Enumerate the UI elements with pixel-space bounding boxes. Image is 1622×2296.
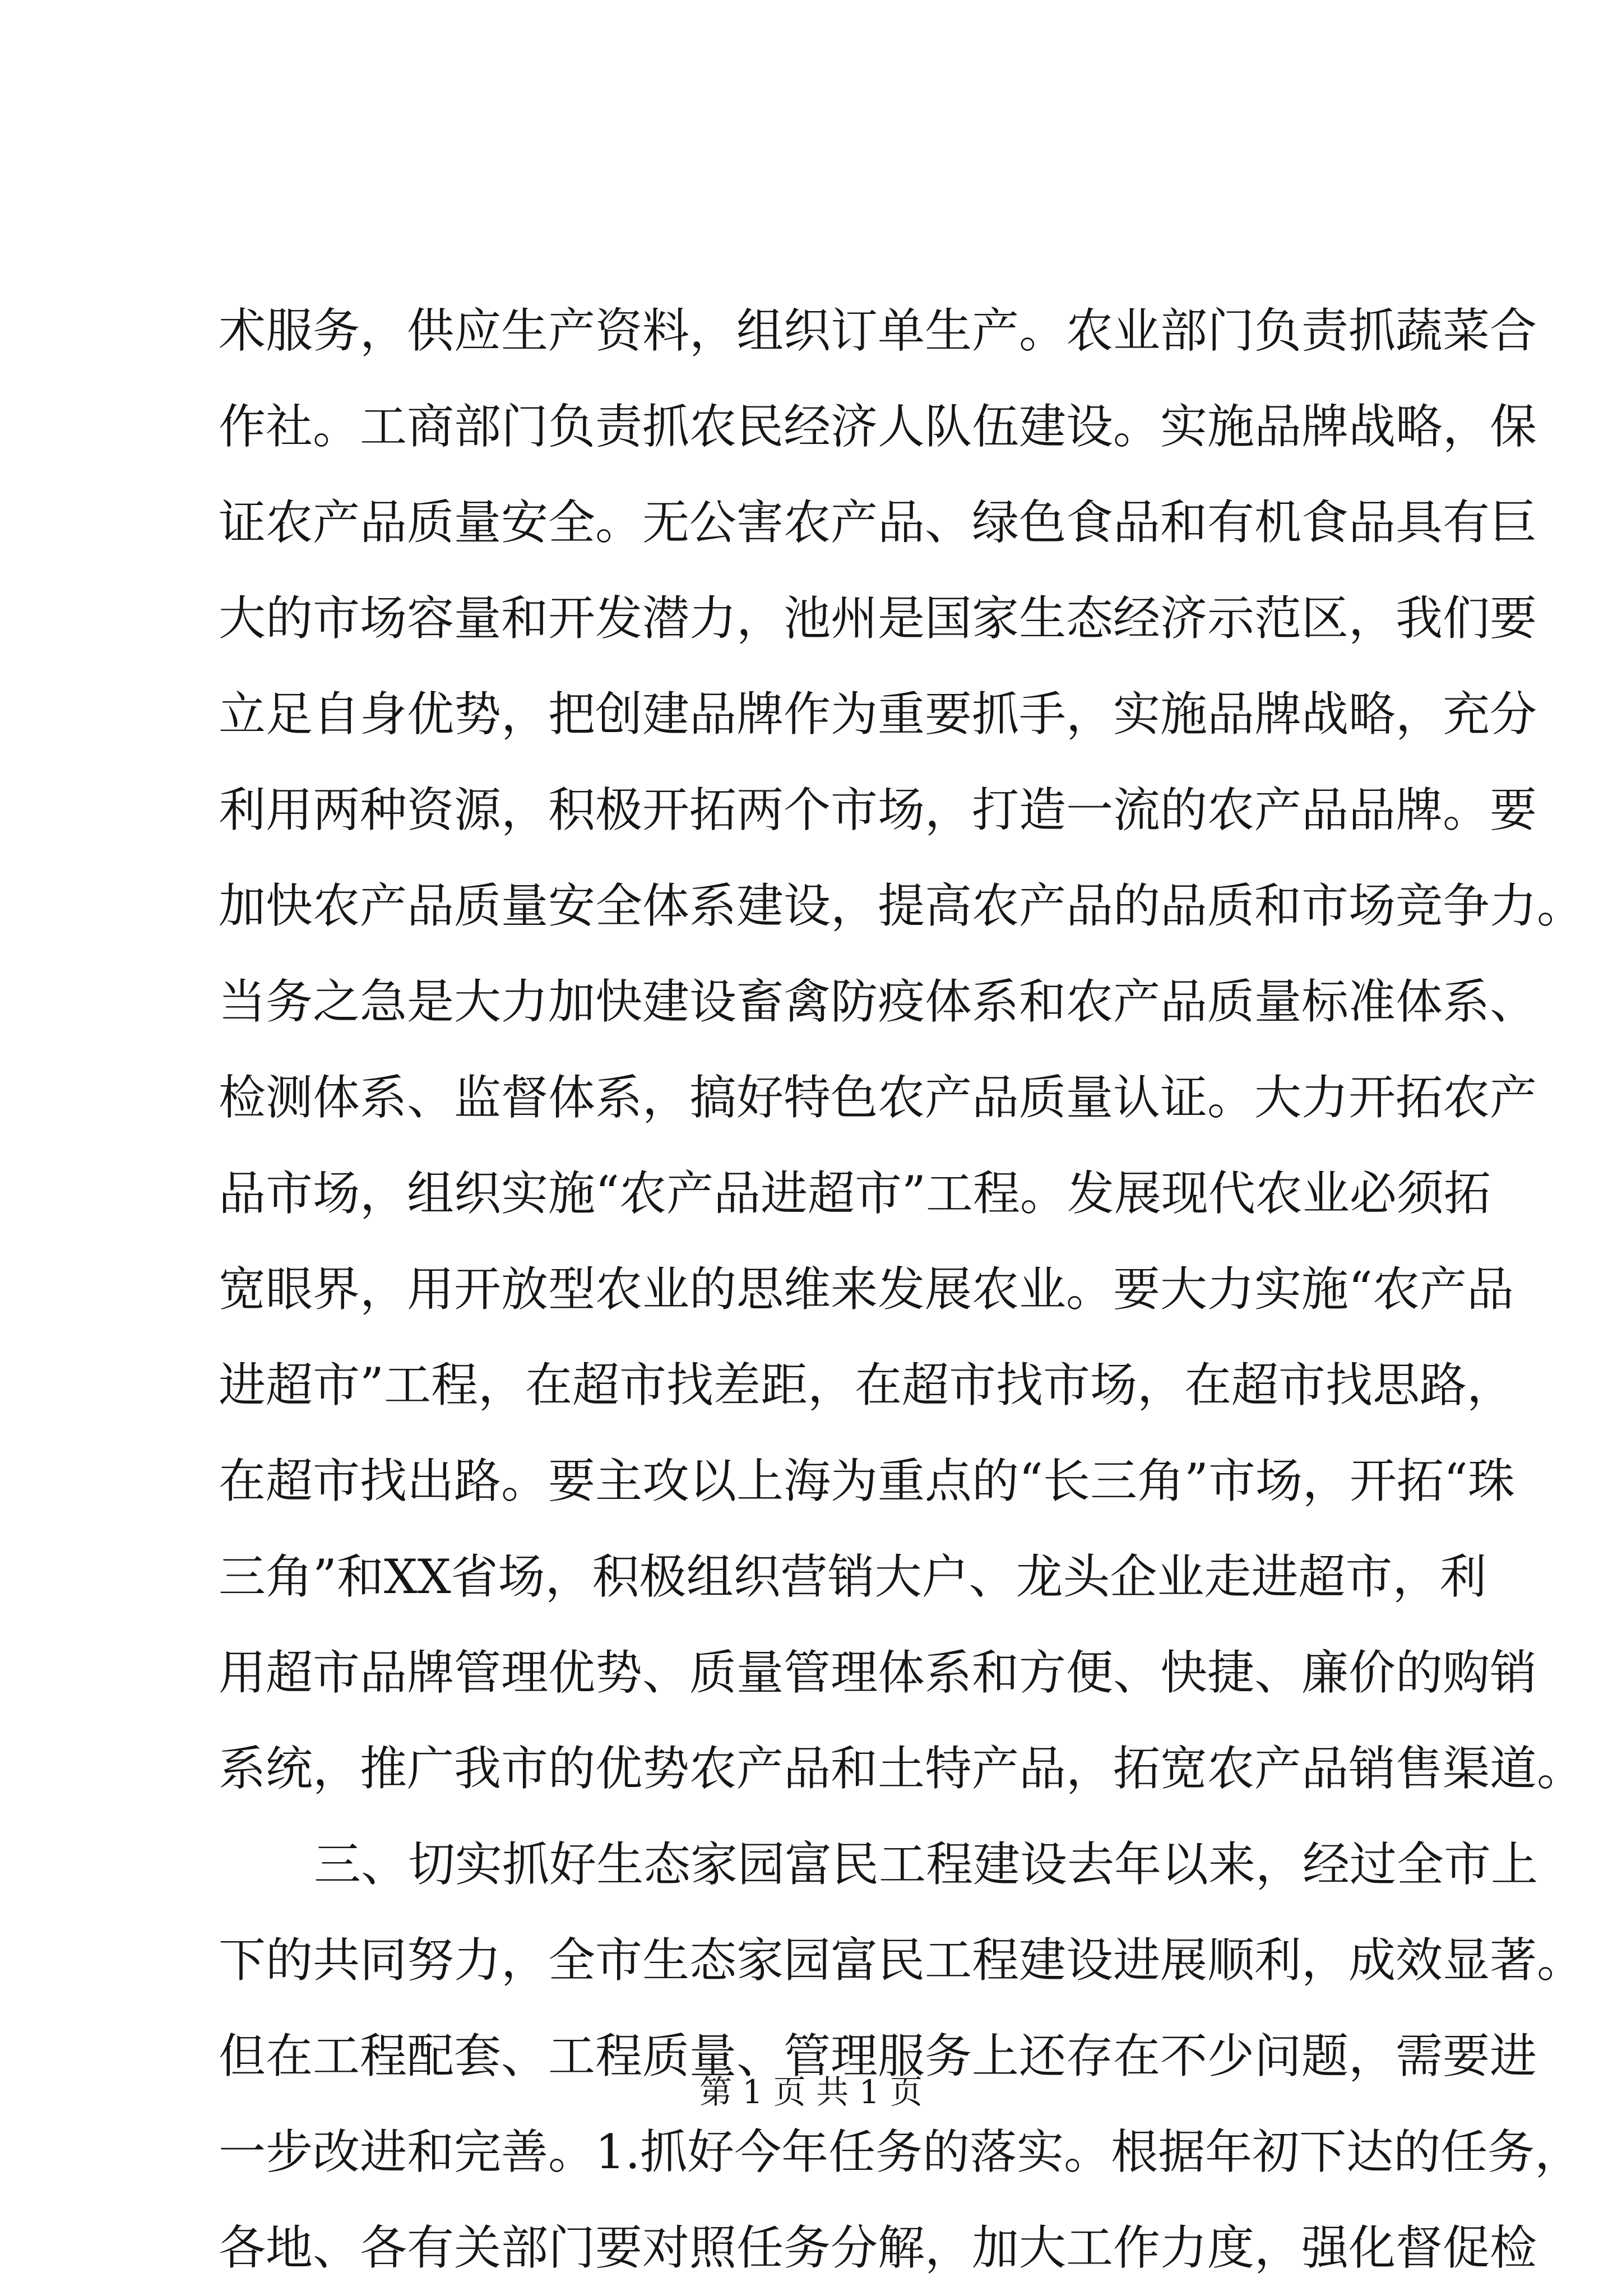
text-line: 检测体系、监督体系，搞好特色农产品质量认证。大力开拓农产 bbox=[219, 1070, 1537, 1125]
page-number-label: 第 1 页 共 1 页 bbox=[699, 2073, 923, 2111]
text-line: 利用两种资源，积极开拓两个市场，打造一流的农产品品牌。要 bbox=[219, 783, 1537, 837]
text-line: 下的共同努力，全市生态家园富民工程建设进展顺利，成效显著。 bbox=[219, 1933, 1584, 1988]
text-line: 一步改进和完善。1.抓好今年任务的落实。根据年初下达的任务， bbox=[219, 2124, 1582, 2179]
text-line: 作社。工商部门负责抓农民经济人队伍建设。实施品牌战略，保 bbox=[219, 399, 1537, 454]
text-line: 但在工程配套、工程质量、管理服务上还存在不少问题，需要进 bbox=[219, 2029, 1537, 2084]
text-line: 术服务，供应生产资料，组织订单生产。农业部门负责抓蔬菜合 bbox=[219, 303, 1537, 358]
text-line: 三角”和XX省场，积极组织营销大户、龙头企业走进超市，利 bbox=[219, 1549, 1487, 1604]
text-line: 进超市”工程，在超市找差距，在超市找市场，在超市找思路， bbox=[219, 1358, 1514, 1413]
text-line: 三、切实抓好生态家园富民工程建设去年以来，经过全市上 bbox=[314, 1837, 1538, 1892]
text-line: 大的市场容量和开发潜力，池州是国家生态经济示范区，我们要 bbox=[219, 591, 1537, 646]
text-line: 各地、各有关部门要对照任务分解，加大工作力度，强化督促检 bbox=[219, 2220, 1537, 2275]
body-text bbox=[219, 283, 1584, 2296]
text-line: 系统，推广我市的优势农产品和土特产品，拓宽农产品销售渠道。 bbox=[219, 1741, 1584, 1796]
text-line: 证农产品质量安全。无公害农产品、绿色食品和有机食品具有巨 bbox=[219, 495, 1537, 550]
text-line: 立足自身优势，把创建品牌作为重要抓手，实施品牌战略，充分 bbox=[219, 687, 1537, 742]
text-line: 品市场，组织实施“农产品进超市”工程。发展现代农业必须拓 bbox=[219, 1166, 1491, 1221]
text-line: 当务之急是大力加快建设畜禽防疫体系和农产品质量标准体系、 bbox=[219, 974, 1537, 1029]
text-line: 宽眼界，用开放型农业的思维来发展农业。要大力实施“农产品 bbox=[219, 1262, 1514, 1317]
page-footer bbox=[0, 2066, 1622, 2113]
text-line: 用超市品牌管理优势、质量管理体系和方便、快捷、廉价的购销 bbox=[219, 1645, 1537, 1700]
text-line: 在超市找出路。要主攻以上海为重点的“长三角”市场，开拓“珠 bbox=[219, 1453, 1515, 1508]
text-line: 加快农产品质量安全体系建设，提高农产品的品质和市场竞争力。 bbox=[219, 878, 1584, 933]
